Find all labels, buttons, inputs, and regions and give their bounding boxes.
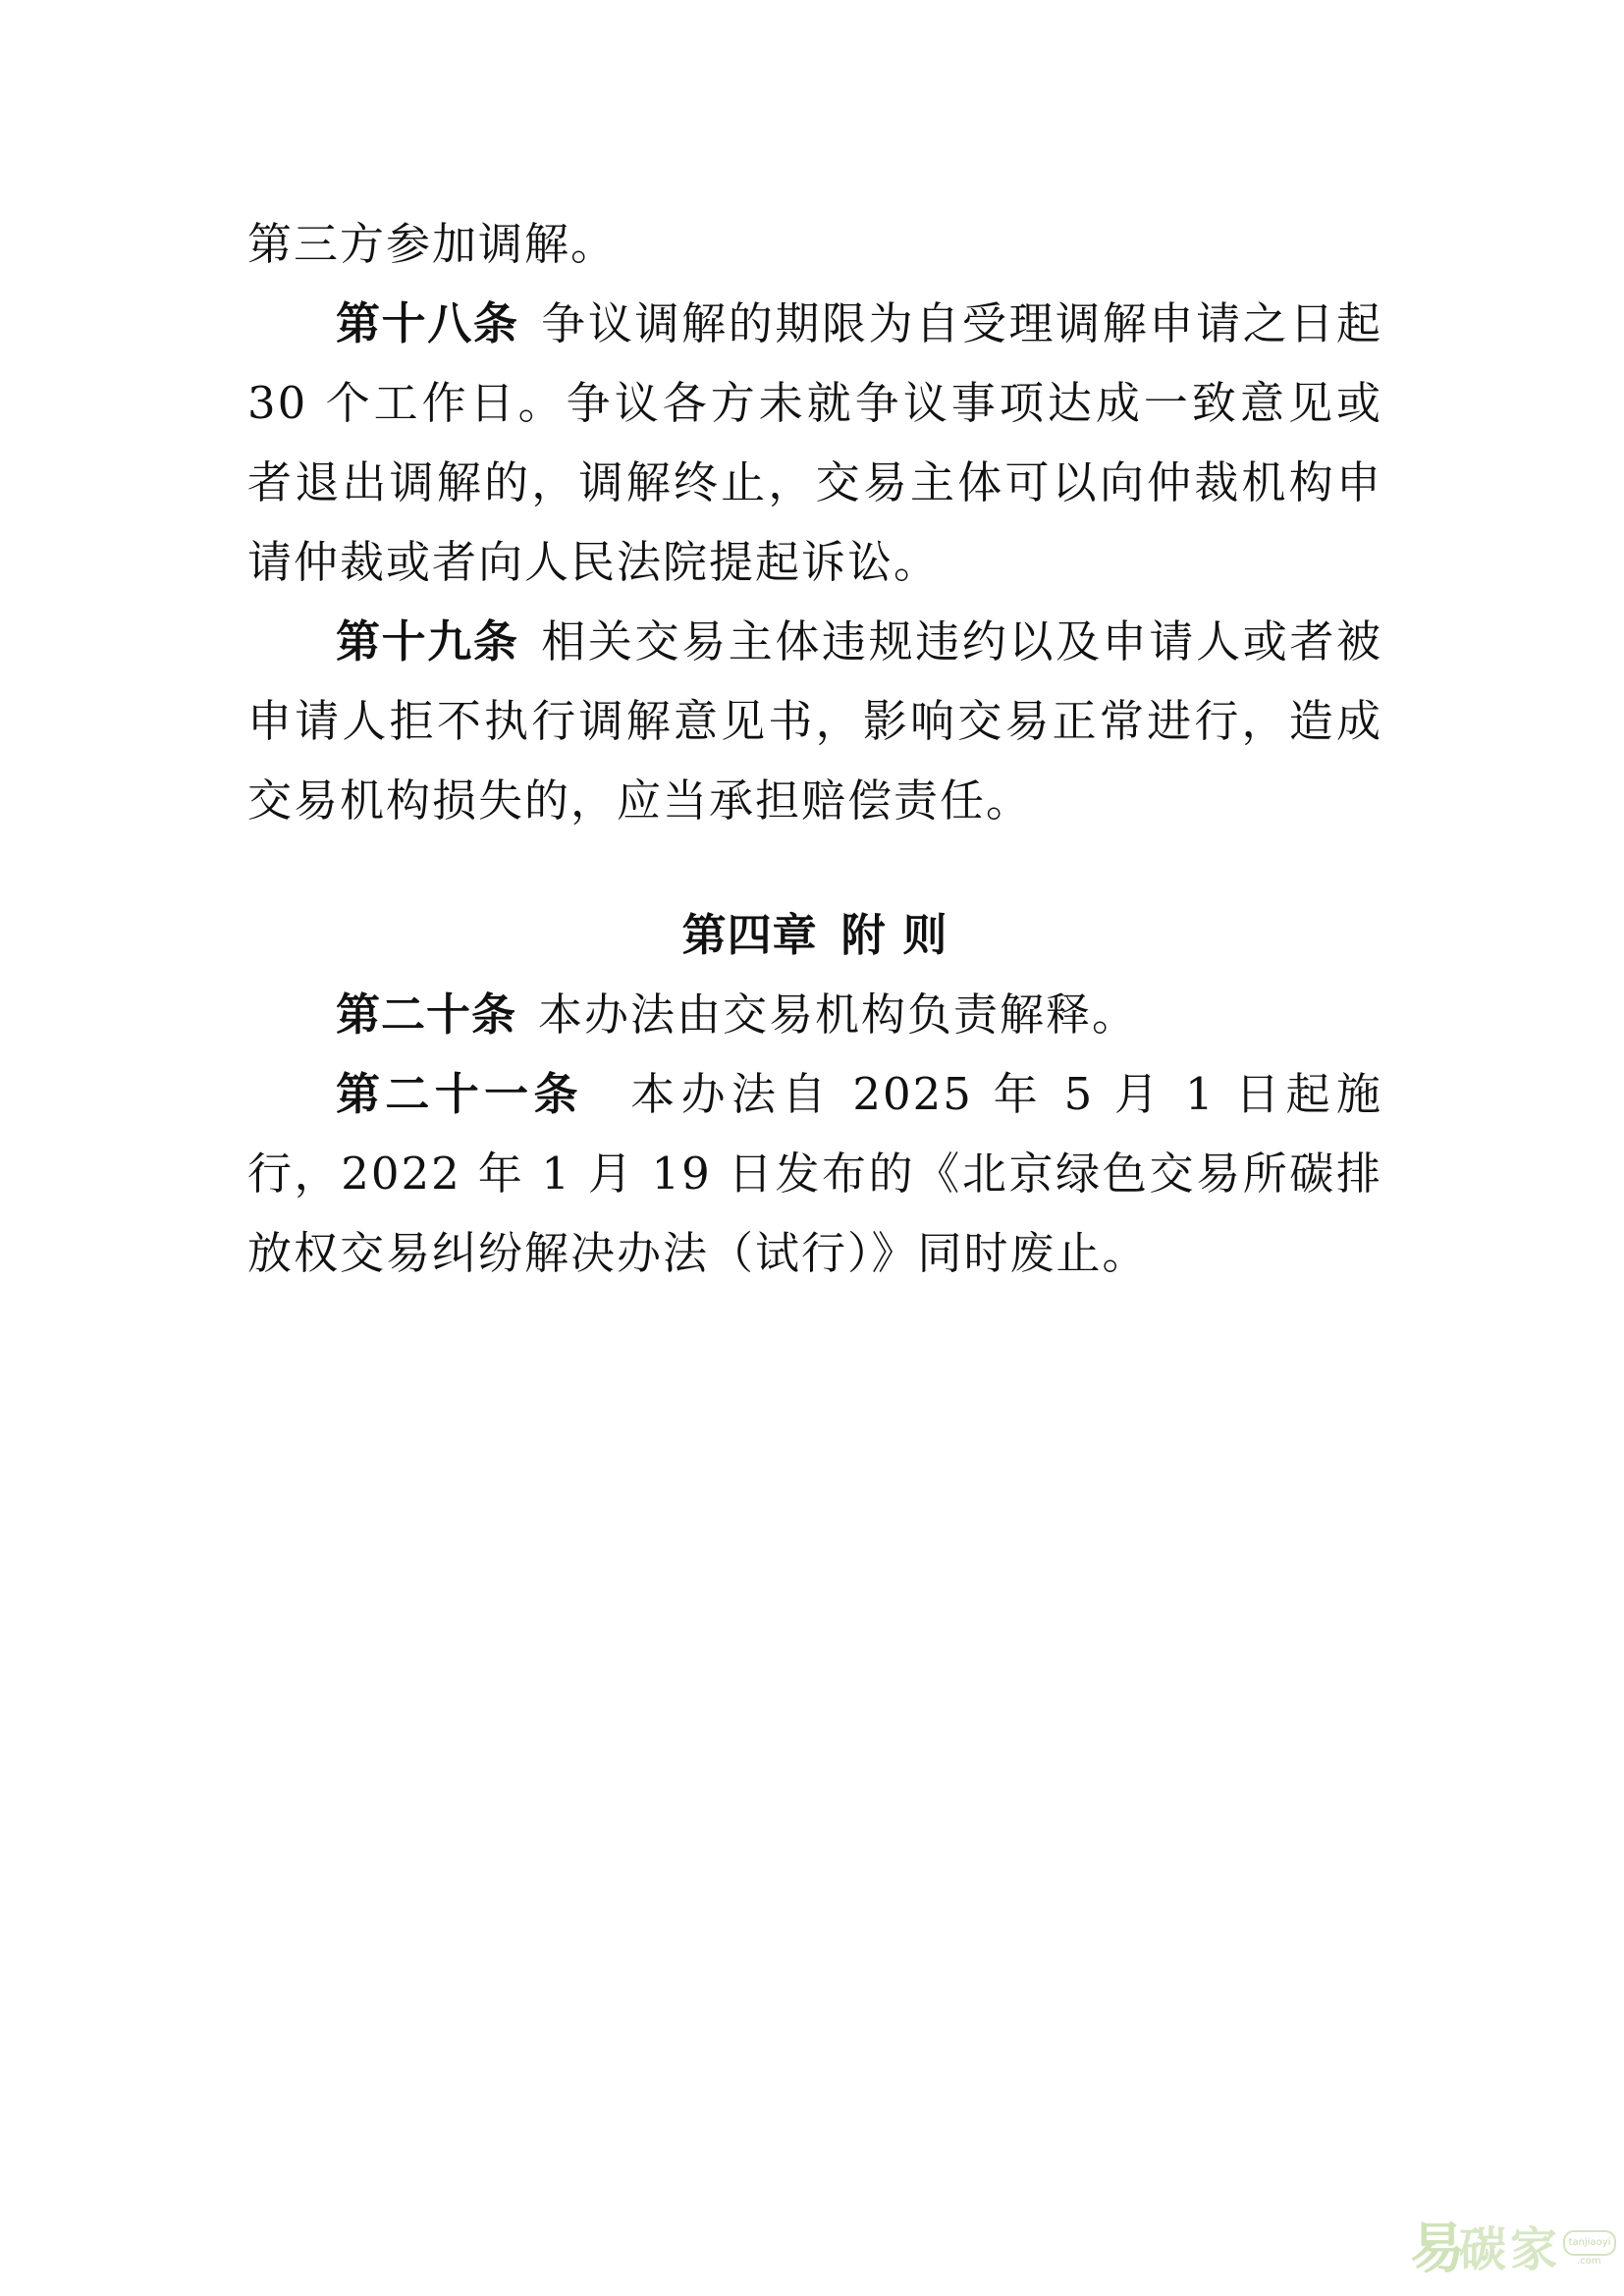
article-18-body: 争议调解的期限为自受理调解申请之日起 30 个工作日。争议各方未就争议事项达成一致意见或者退出调解的，调解终止，交易主体可以向仲裁机构申请仲裁或者向人民法院提起诉讼。 <box>247 297 1382 588</box>
chapter-heading <box>247 895 1382 975</box>
article-18-paragraph <box>247 284 1382 602</box>
article-20-body: 本办法由交易机构负责解释。 <box>538 988 1139 1041</box>
watermark-glyph-2: 碳 <box>1459 2222 1507 2277</box>
article-21-number: 第二十一条 <box>336 1068 583 1120</box>
watermark-logo <box>1410 2217 1616 2281</box>
body-text-lower <box>247 895 1382 1293</box>
article-19-number: 第十九条 <box>336 615 519 667</box>
chapter-label: 第四章 <box>681 909 818 961</box>
article-21-paragraph <box>247 1054 1382 1293</box>
article-19-body: 相关交易主体违规违约以及申请人或者被申请人拒不执行调解意见书，影响交易正常进行，造成交易机构损失的，应当承担赔偿责任。 <box>247 615 1382 827</box>
article-20-paragraph <box>247 975 1382 1054</box>
body-text-upper <box>247 204 1382 840</box>
watermark-glyph-1: 易 <box>1410 2217 1465 2281</box>
article-21-body: 本办法自 2025 年 5 月 1 日起施行，2022 年 1 月 19 日发布的《北京绿色交易所碳排放权交易纠纷解决办法（试行）》同时废止。 <box>247 1068 1382 1279</box>
carryover-paragraph: 第三方参加调解。 <box>247 218 618 270</box>
article-20-number: 第二十条 <box>336 988 517 1041</box>
article-18-number: 第十八条 <box>336 297 519 349</box>
chapter-name: 附 则 <box>840 909 948 961</box>
watermark-tag-suffix: .com <box>1577 2256 1601 2267</box>
watermark-tag: tanjiaoyi <box>1563 2230 1616 2256</box>
watermark-glyph-3: 家 <box>1510 2222 1558 2277</box>
article-19-paragraph <box>247 602 1382 840</box>
